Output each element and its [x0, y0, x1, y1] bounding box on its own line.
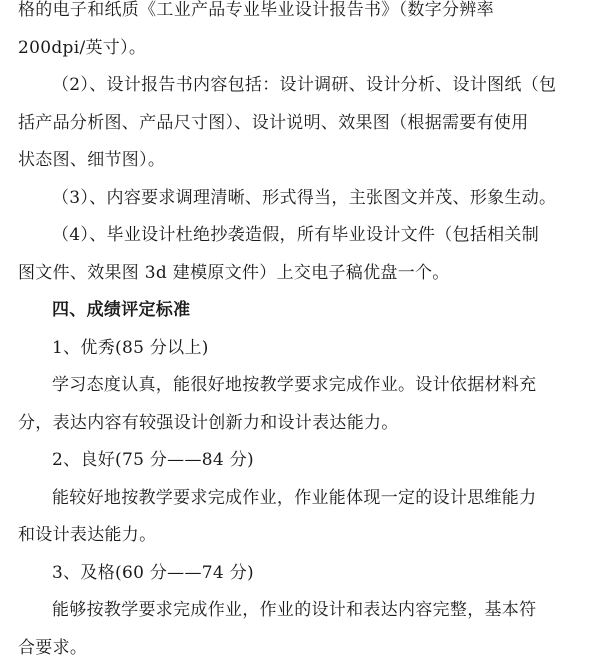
paragraph-line: （4）、毕业设计杜绝抄袭造假，所有毕业设计文件（包括相关制 — [52, 225, 540, 245]
paragraph-line: 图文件、效果图 3d 建模原文件）上交电子稿优盘一个。 — [18, 262, 450, 283]
grade-title-excellent: 1、优秀(85 分以上) — [52, 337, 209, 358]
grade-title-pass: 3、及格(60 分——74 分) — [52, 562, 254, 583]
paragraph-line: 合要求。 — [18, 637, 88, 658]
paragraph-line: 分，表达内容有较强设计创新力和设计表达能力。 — [18, 412, 399, 433]
paragraph-line: （3）、内容要求调理清晰、形式得当，主张图文并茂、形象生动。 — [52, 187, 557, 208]
paragraph-line: 和设计表达能力。 — [18, 525, 157, 545]
paragraph-line: 学习态度认真，能很好地按教学要求完成作业。设计依据材料充 — [52, 375, 537, 395]
section-heading: 四、成绩评定标准 — [52, 300, 191, 320]
paragraph-line: 括产品分析图、产品尺寸图）、设计说明、效果图（根据需要有使用 — [18, 112, 529, 133]
paragraph-line: 状态图、细节图）。 — [18, 150, 166, 170]
paragraph-line: 格的电子和纸质《工业产品专业毕业设计报告书》（数字分辨率 — [18, 0, 494, 20]
paragraph-line: 200dpi/英寸）。 — [18, 37, 147, 58]
paragraph-line: 能够按教学要求完成作业，作业的设计和表达内容完整，基本符 — [52, 600, 537, 620]
paragraph-line: 能较好地按教学要求完成作业，作业能体现一定的设计思维能力 — [52, 487, 537, 508]
paragraph-line: （2）、设计报告书内容包括：设计调研、设计分析、设计图纸（包 — [52, 75, 557, 95]
grade-title-good: 2、良好(75 分——84 分) — [52, 450, 254, 470]
